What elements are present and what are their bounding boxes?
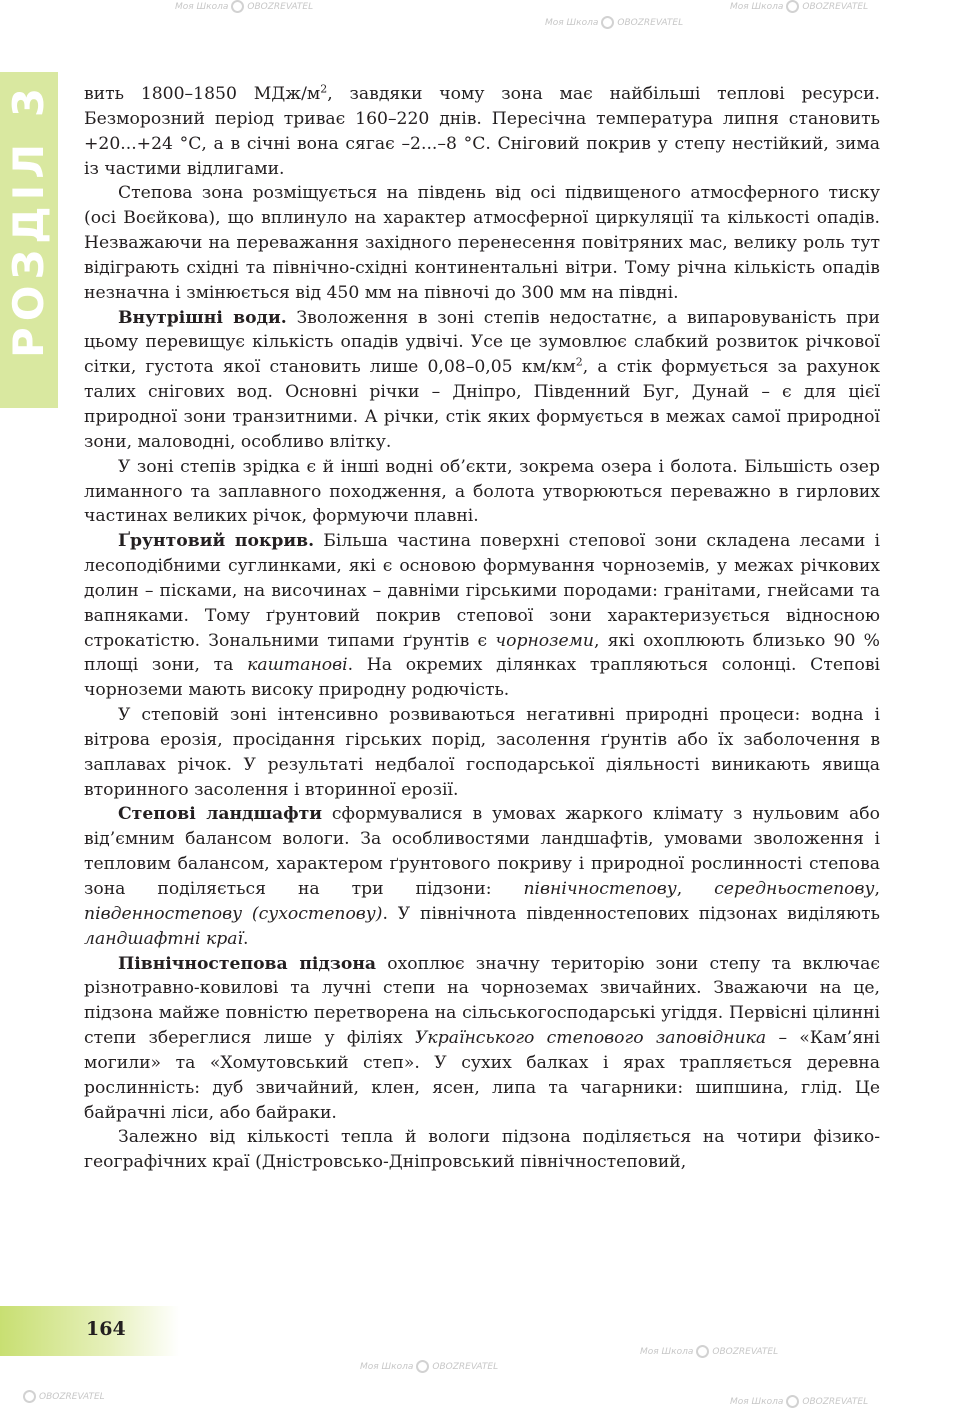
paragraph-soil-cover: Ґрунтовий покрив. Більша частина поверхні степової зони складена лесами і лесоподібними суглинками, які є основою формування чорноземів, у межах річкових долин – пісками, на височинах – давніми гірськими породами: гранітами, гнейсами та вапняками. Тому ґрунтовий покрив степової зони характеризується відносною строкатістю. Зональними типами ґрунтів є чорноземи, які охоплюють близько 90 % площі зони, та каштанові. На окремих ділянках трапляються солонці. Степові чорноземи мають високу природну родючість. (84, 531, 881, 701)
watermark: Моя Школа OBOZREVATEL (360, 1362, 499, 1372)
paragraph-landscapes: Степові ландшафти сформувалися в умовах жаркого клімату з нульовим або від’ємним балансом вологи. За особливостями ландшафтів, умовами зволоження і тепловим балансом, характером ґрунтового покриву і природної рослинності степова зона поділяється на три підзони: північностепову, середньостепову, південностепову (сухостепову). У північнота південностепових підзонах виділяють ландшафтні краї. (84, 804, 880, 949)
page-text (84, 82, 880, 1175)
paragraph-regions: Залежно від кількості тепла й вологи підзона поділяється на чотири фізико-географічних краї (Дністровсько-Дніпровський північностеповий, (84, 1127, 880, 1173)
paragraph-climate: вить 1800–1850 МДж/$м^2$, завдяки чому зона має найбільші теплові ресурси. Безморозний період триває 160–220 днів. Пересічна температура липня становить +20...+24 °С, а в січні вона сягає –2...–8 °С. Сніговий покрив у степу нестійкий, зима із частими відлигами. (84, 82, 880, 179)
page-number: 164 (86, 1318, 126, 1340)
watermark: Моя Школа OBOZREVATEL (175, 2, 314, 12)
paragraph-atmosphere: Степова зона розміщується на південь від осі підвищеного атмосферного тиску (осі Воєйкова), що вплинуло на характер атмосферної циркуляції та кількості опадів. Незважаючи на переважання західного перенесення повітряних мас, велику роль тут відіграють східні та північно-східні континентальні вітри. Тому річна кількість опадів незначна і змінюється від 450 мм на півночі до 300 мм на півдні. (84, 183, 880, 303)
paragraph-processes: У степовій зоні інтенсивно розвиваються негативні природні процеси: водна і вітрова ерозія, просідання гірських порід, засолення ґрунтів або їх заболочення в заплавах річок. У результаті недбалої господарської діяльності виникають явища вторинного засолення і вторинної ерозії. (84, 705, 880, 800)
watermark: Моя Школа OBOZREVATEL (640, 1347, 779, 1357)
section-label: РОЗДІЛ 3 (4, 81, 53, 359)
watermark: Моя Школа OBOZREVATEL (730, 1397, 869, 1407)
watermark: Моя Школа OBOZREVATEL (545, 18, 684, 28)
paragraph-inland-waters: Внутрішні води. Зволоження в зоні степів недостатнє, а випаровуваність при цьому перевищує кількість опадів удвічі. Усе це зумовлює слабкий розвиток річкової сітки, густота якої становить лише 0,08–0,05 $км/км^2$, а стік формується за рахунок талих снігових вод. Основні річки – Дніпро, Південний Буг, Дунай – є для цієї природної зони транзитними. А річки, стік яких формується в межах самої природної зони, маловодні, особливо влітку. (84, 307, 881, 452)
paragraph-lakes: У зоні степів зрідка є й інші водні об’єкти, зокрема озера і болота. Більшість озер лиманного та заплавного походження, а болота утворюються переважно в гирлових частинах великих річок, формуючи плавні. (84, 456, 880, 527)
paragraph-northern-subzone: Північностепова підзона охоплює значну територію зони степу та включає різнотравно-ковилові та лучні степи на чорноземах звичайних. Зважаючи на це, підзона майже повністю перетворена на сільськогосподарські угіддя. Первісні цілинні степи збереглися лише у філіях Українського степового заповідника – «Кам’яні могили» та «Хомутовський степ». У сухих балках і ярах трапляється деревна рослинність: дуб звичайний, клен, ясен, липа та чагарники: шипшина, глід. Це байрачні ліси, або байраки. (84, 953, 880, 1123)
watermark: Моя Школа OBOZREVATEL (730, 2, 869, 12)
watermark: OBOZREVATEL (20, 1390, 105, 1403)
heading-landscapes: Степові ландшафти (118, 804, 323, 825)
heading-inland-waters: Внутрішні води. (118, 307, 287, 328)
heading-soil-cover: Ґрунтовий покрив. (118, 531, 315, 552)
heading-northern-subzone: Північностепова підзона (118, 953, 377, 974)
